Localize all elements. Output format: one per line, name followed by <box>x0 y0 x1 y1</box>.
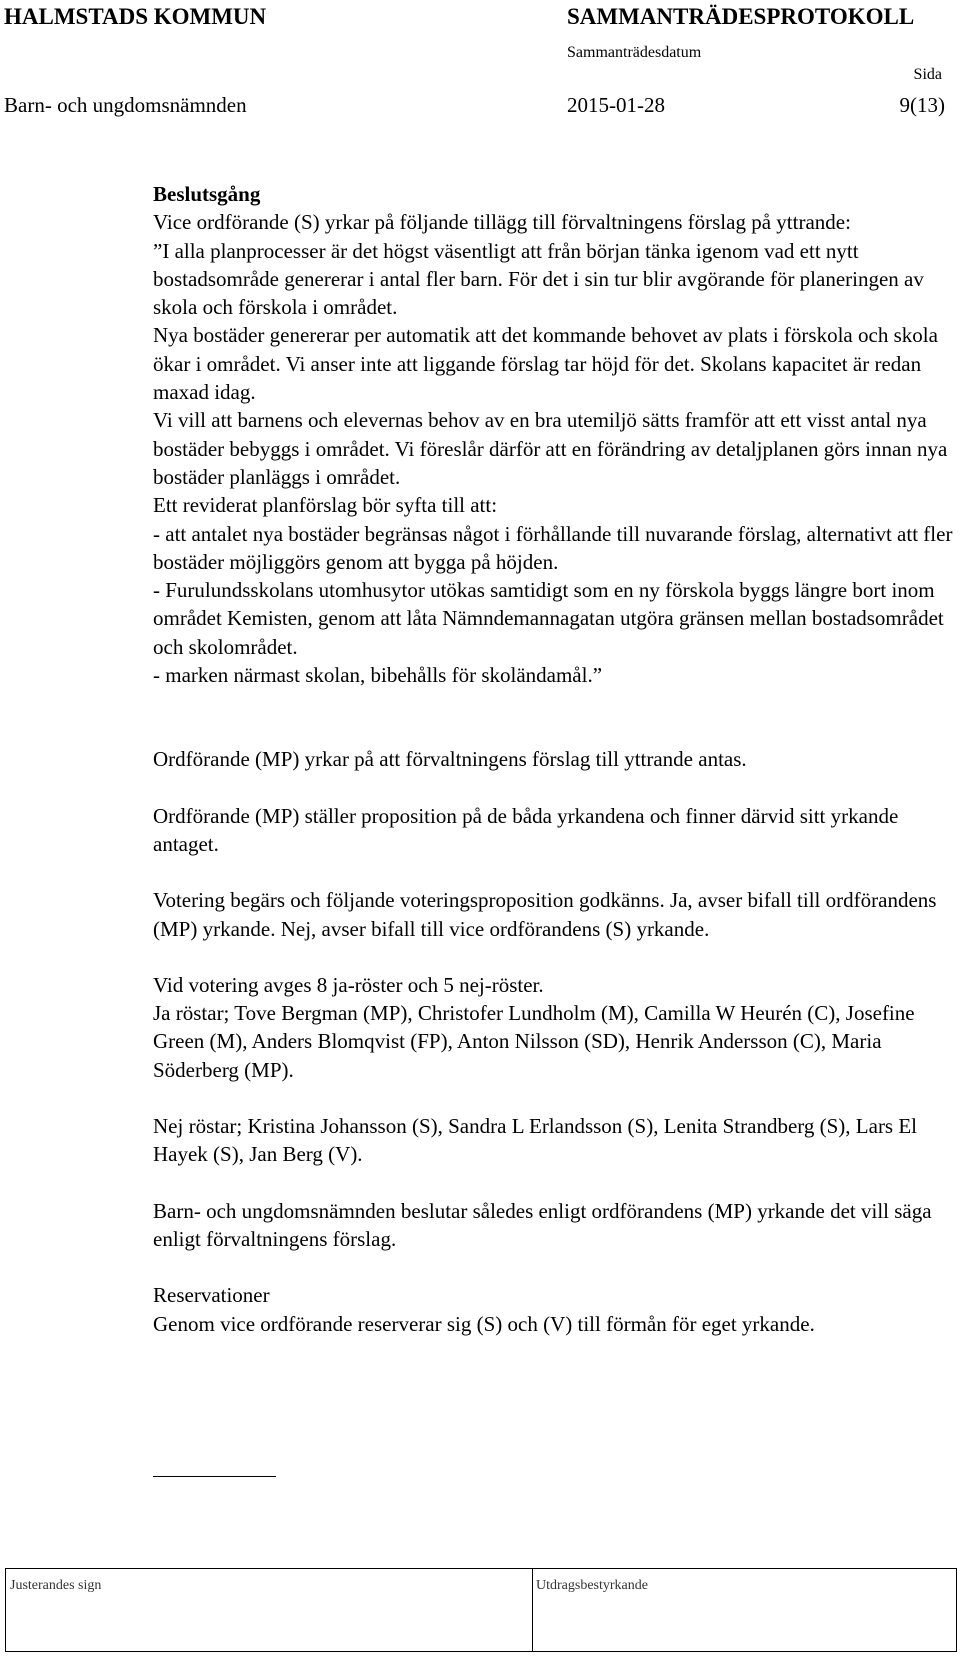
document-type: SAMMANTRÄDESPROTOKOLL <box>567 4 915 29</box>
section-heading: Beslutsgång <box>153 182 261 206</box>
footer-divider <box>532 1569 533 1651</box>
paragraph: Barn- och ungdomsnämnden beslutar således enligt ordförandens (MP) yrkande det vill säga enligt förvaltningens förslag. <box>153 1198 932 1251</box>
page-label: Sida <box>913 66 942 83</box>
committee-name: Barn- och ungdomsnämnden <box>4 93 247 117</box>
paragraph: Vid votering avges 8 ja-röster och 5 nej-röster. <box>153 972 544 997</box>
quote-paragraph: Ett reviderat planförslag bör syfta till att: <box>153 493 498 518</box>
quote-paragraph: ”I alla planprocesser är det högst väsentligt att från början tänka igenom vad ett nytt bostadsområde genererar i antal fler barn. För det i sin tur blir avgörande för planeringen av skola och förskola i området. <box>153 238 924 320</box>
paragraph: Nej röstar; Kristina Johansson (S), Sandra L Erlandsson (S), Lenita Strandberg (S), Lars El Hayek (S), Jan Berg (V). <box>153 1114 918 1167</box>
page-number: 9(13) <box>899 93 945 117</box>
document-body <box>153 180 953 1338</box>
paragraph: Ordförande (MP) yrkar på att förvaltningens förslag till yttrande antas. <box>153 747 747 772</box>
end-rule <box>153 1476 276 1477</box>
quote-paragraph: Vi vill att barnens och elevernas behov av en bra utemiljö sätts framför att ett visst antal nya bostäder bebyggs i området. Vi föreslår därför att en förändring av detaljplanen görs innan nya bostäder planläggs i området. <box>153 408 948 489</box>
quote-list-item: - Furulundsskolans utomhusytor utökas samtidigt som en ny förskola byggs längre bort inom området Kemisten, genom att låta Nämndemannagatan utgöra gränsen mellan bostadsområdet och skolområdet. <box>153 578 944 659</box>
paragraph: Vice ordförande (S) yrkar på följande tillägg till förvaltningens förslag på yttrande: <box>153 210 851 235</box>
quote-paragraph: Nya bostäder genererar per automatik att det kommande behovet av plats i förskola och skola ökar i området. Vi anser inte att liggande förslag tar höjd för det. Skolans kapacitet är redan maxad idag. <box>153 323 938 405</box>
paragraph: Genom vice ordförande reserverar sig (S) och (V) till förmån för eget yrkande. <box>153 1311 815 1336</box>
quote-list-item: - marken närmast skolan, bibehålls för skoländamål.” <box>153 663 603 688</box>
organization-name: HALMSTADS KOMMUN <box>4 4 267 29</box>
paragraph: Ordförande (MP) ställer proposition på de båda yrkandena och finner därvid sitt yrkande antaget. <box>153 803 899 856</box>
page-header <box>0 0 960 125</box>
signature-footer <box>5 1568 957 1652</box>
quote-list-item: - att antalet nya bostäder begränsas något i förhållande till nuvarande förslag, alternativt att fler bostäder möjliggörs genom att bygga på höjden. <box>153 521 953 574</box>
meeting-date: 2015-01-28 <box>567 93 665 117</box>
date-label: Sammanträdesdatum <box>567 44 702 61</box>
section-heading: Reservationer <box>153 1283 270 1308</box>
paragraph: Votering begärs och följande voteringsproposition godkänns. Ja, avser bifall till ordförandens (MP) yrkande. Nej, avser bifall till vice ordförandens (S) yrkande. <box>153 888 937 941</box>
sign-label: Justerandes sign <box>10 1578 102 1593</box>
paragraph: Ja röstar; Tove Bergman (MP), Christofer Lundholm (M), Camilla W Heurén (C), Josefine Green (M), Anders Blomqvist (FP), Anton Nilsson (SD), Henrik Andersson (C), Maria Söderberg (MP). <box>153 1001 915 1082</box>
extract-label: Utdragsbestyrkande <box>536 1578 648 1593</box>
